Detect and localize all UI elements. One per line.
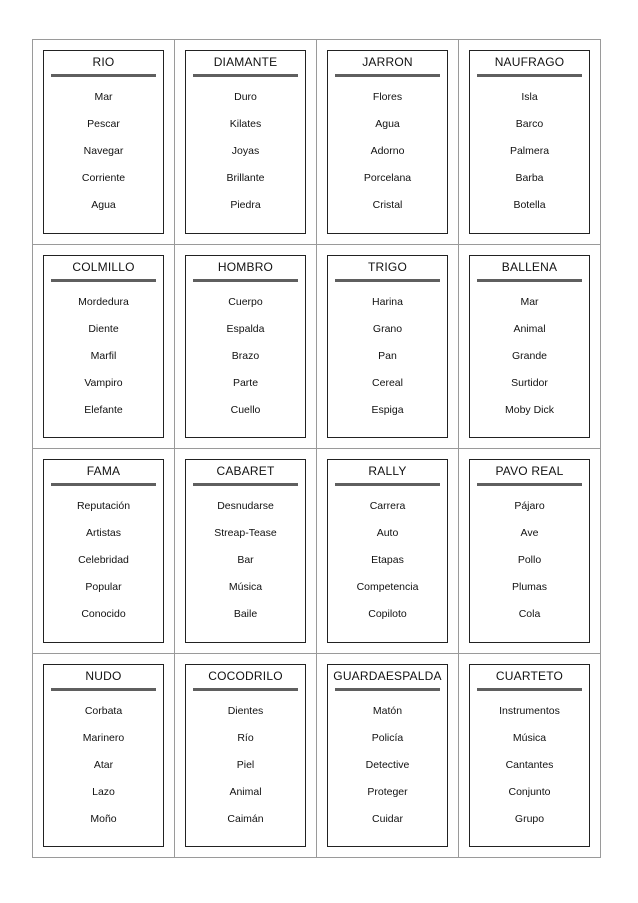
card-cell [459,654,601,859]
forbidden-word: Brillante [226,172,265,184]
forbidden-word: Cuello [230,403,261,416]
forbidden-word: Agua [91,199,116,211]
forbidden-word: Diente [88,322,119,335]
forbidden-word: Grupo [514,812,545,825]
taboo-card [469,664,590,848]
forbidden-word: Palmera [509,145,550,157]
forbidden-word: Flores [372,91,403,103]
card-cell [33,449,175,654]
title-underline [193,483,298,486]
card-title: NUDO [85,668,122,683]
title-underline [193,688,298,691]
card-title: CUARTETO [495,668,564,683]
card-cell [175,40,317,245]
card-title: TRIGO [368,259,407,274]
forbidden-word: Barco [515,118,544,130]
forbidden-word: Pollo [517,554,542,566]
forbidden-word: Espalda [226,322,265,335]
forbidden-word: Cantantes [505,758,554,771]
forbidden-word: Harina [372,295,403,308]
forbidden-word: Cuidar [372,812,403,825]
title-underline [335,279,440,282]
forbidden-word: Pescar [87,118,120,130]
forbidden-word: Parte [232,376,259,389]
forbidden-word: Caimán [227,812,264,825]
forbidden-word: Grano [372,322,403,335]
taboo-card [185,255,306,439]
card-title: PAVO REAL [495,464,564,478]
forbidden-word: Vampiro [84,376,123,389]
forbidden-word: Joyas [231,145,260,157]
taboo-card [327,664,448,848]
forbidden-word: Mar [94,91,113,103]
forbidden-word: Ave [520,527,539,539]
forbidden-word: Adorno [370,145,405,157]
forbidden-word: Agua [375,118,400,130]
card-title: BALLENA [501,259,558,274]
title-underline [51,279,156,282]
forbidden-word: Duro [234,91,257,103]
taboo-card [469,459,590,643]
forbidden-word: Cristal [372,199,403,211]
card-cell [317,654,459,859]
forbidden-word: Mar [520,295,539,308]
forbidden-word: Cereal [372,376,403,389]
title-underline [477,688,582,691]
card-cell [317,245,459,450]
forbidden-word: Etapas [371,554,404,566]
taboo-card [43,50,164,234]
forbidden-word: Marfil [90,349,117,362]
forbidden-word: Kilates [229,118,262,130]
title-underline [335,74,440,77]
card-cell [33,245,175,450]
forbidden-word: Brazo [231,349,260,362]
forbidden-word: Moby Dick [504,403,554,416]
forbidden-word: Desnudarse [217,500,274,512]
forbidden-word: Cola [518,608,541,620]
card-cell [33,40,175,245]
title-underline [335,483,440,486]
forbidden-word: Barba [515,172,544,184]
card-cell [175,449,317,654]
title-underline [477,279,582,282]
forbidden-word: Auto [376,527,399,539]
card-cell [317,40,459,245]
taboo-card [469,50,590,234]
forbidden-word: Proteger [367,785,408,798]
forbidden-word: Carrera [369,500,406,512]
forbidden-word: Porcelana [363,172,412,184]
forbidden-word: Instrumentos [499,704,560,717]
taboo-card [185,664,306,848]
forbidden-word: Streap-Tease [214,527,277,539]
forbidden-word: Mordedura [78,295,129,308]
forbidden-word: Reputación [76,500,131,512]
forbidden-word: Elefante [84,403,123,416]
forbidden-word: Policía [371,731,404,744]
forbidden-word: Río [237,731,254,744]
forbidden-word: Artistas [85,527,121,539]
forbidden-word: Piedra [230,199,261,211]
forbidden-word: Celebridad [78,554,129,566]
forbidden-word: Marinero [82,731,125,744]
title-underline [193,74,298,77]
forbidden-word: Baile [233,608,258,620]
forbidden-word: Dientes [227,704,264,717]
forbidden-word: Copiloto [368,608,407,620]
forbidden-word: Atar [93,758,114,771]
taboo-card [327,459,448,643]
forbidden-word: Competencia [356,581,419,593]
forbidden-word: Detective [365,758,410,771]
forbidden-word: Surtidor [511,376,548,389]
forbidden-word: Popular [85,581,122,593]
card-title: GUARDAESPALDA [333,668,442,683]
forbidden-word: Pan [378,349,397,362]
forbidden-word: Animal [229,785,262,798]
taboo-card [469,255,590,439]
title-underline [193,279,298,282]
taboo-card [185,459,306,643]
forbidden-word: Botella [513,199,546,211]
forbidden-word: Piel [236,758,255,771]
forbidden-word: Bar [237,554,254,566]
forbidden-word: Isla [521,91,538,103]
title-underline [477,74,582,77]
card-cell [459,449,601,654]
card-sheet [32,39,601,858]
forbidden-word: Música [228,581,263,593]
card-cell [317,449,459,654]
card-cell [175,245,317,450]
title-underline [51,74,156,77]
card-cell [459,40,601,245]
title-underline [477,483,582,486]
card-title: NAUFRAGO [494,55,565,69]
card-title: HOMBRO [217,259,274,274]
card-title: JARRON [362,55,413,69]
title-underline [51,688,156,691]
forbidden-word: Corbata [84,704,123,717]
forbidden-word: Navegar [83,145,124,157]
taboo-card [185,50,306,234]
forbidden-word: Lazo [92,785,115,798]
card-title: DIAMANTE [213,55,278,69]
taboo-card [327,50,448,234]
title-underline [335,688,440,691]
card-cell [33,654,175,859]
forbidden-word: Espiga [371,403,404,416]
forbidden-word: Moño [90,812,117,825]
card-title: FAMA [86,464,121,478]
forbidden-word: Grande [511,349,548,362]
title-underline [51,483,156,486]
taboo-card [43,664,164,848]
forbidden-word: Música [512,731,547,744]
forbidden-word: Corriente [81,172,126,184]
card-title: RALLY [368,464,407,478]
forbidden-word: Pájaro [514,500,545,512]
taboo-card [43,459,164,643]
taboo-card [43,255,164,439]
forbidden-word: Cuerpo [228,295,263,308]
forbidden-word: Plumas [511,581,547,593]
forbidden-word: Animal [513,322,546,335]
card-cell [175,654,317,859]
card-cell [459,245,601,450]
card-title: RIO [92,55,115,69]
forbidden-word: Conjunto [508,785,551,798]
forbidden-word: Matón [372,704,403,717]
forbidden-word: Conocido [81,608,126,620]
taboo-card [327,255,448,439]
card-title: COCODRILO [208,668,283,683]
card-title: COLMILLO [72,259,135,274]
card-title: CABARET [216,464,275,478]
